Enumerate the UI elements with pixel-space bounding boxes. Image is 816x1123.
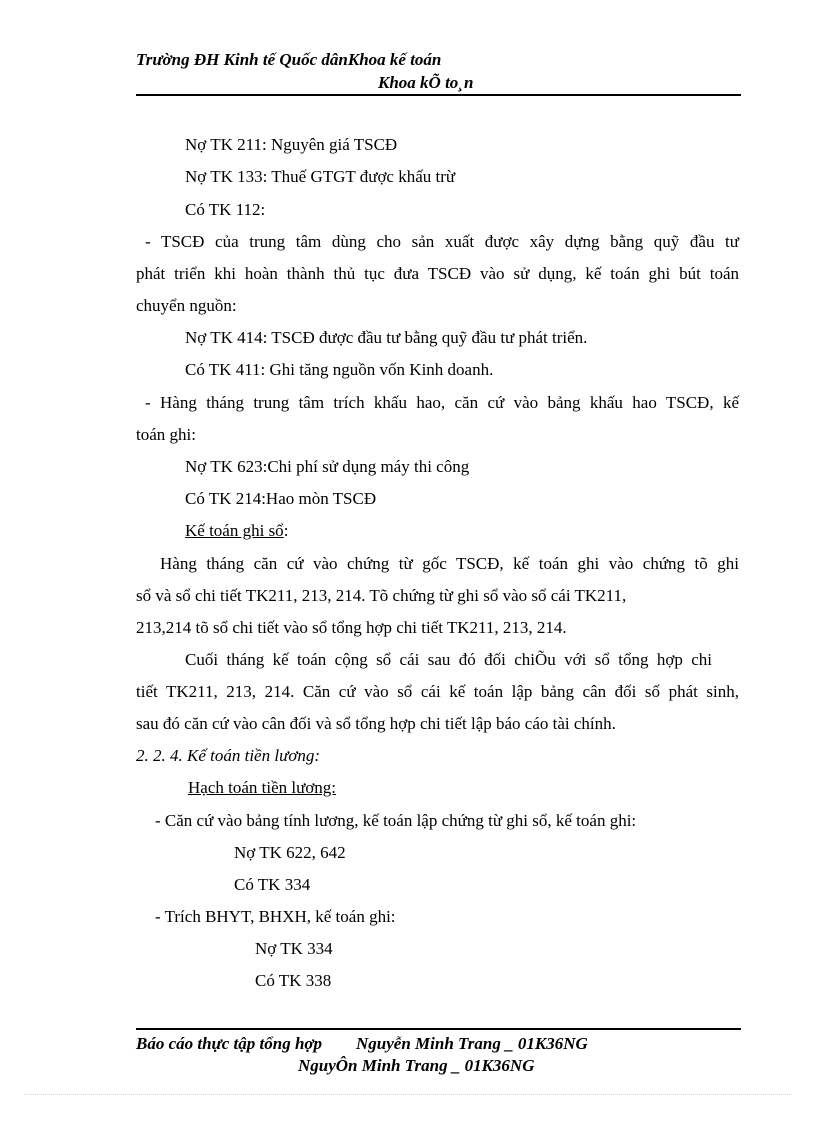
entry-line: Nợ TK 622, 642 bbox=[234, 843, 346, 862]
paragraph-line: toán ghi: bbox=[136, 425, 196, 444]
subheading-ledger bbox=[185, 521, 288, 541]
footer-report-line: Báo cáo thực tập tổng hợp Nguyễn Minh Trang _ 01K36NG bbox=[136, 1034, 588, 1053]
subheading-ledger-text: Kế toán ghi sổ bbox=[185, 521, 284, 540]
paragraph-line: tiết TK211, 213, 214. Căn cứ vào sổ cái kế toán lập bảng cân đối số phát sinh, bbox=[136, 682, 739, 701]
entry-line: Nợ TK 414: TSCĐ được đầu tư bằng quỹ đầu tư phát triển. bbox=[185, 328, 588, 347]
entry-line: Có TK 112: bbox=[185, 200, 266, 219]
footer-author-line: NguyÔn Minh Trang _ 01K36NG bbox=[298, 1056, 535, 1075]
entry-line: Có TK 411: Ghi tăng nguồn vốn Kinh doanh. bbox=[185, 360, 494, 379]
paragraph-line: - Hàng tháng trung tâm trích khấu hao, căn cứ vào bảng khấu hao TSCĐ, kế bbox=[145, 393, 739, 412]
entry-line: Có TK 338 bbox=[255, 971, 332, 990]
paragraph-line: Cuối tháng kế toán cộng sổ cái sau đó đối chiÕu với sổ tổng hợp chi bbox=[185, 650, 712, 669]
entry-line: Có TK 214:Hao mòn TSCĐ bbox=[185, 489, 377, 508]
subheading-payroll: Hạch toán tiền lương: bbox=[188, 778, 337, 797]
page-edge-divider bbox=[24, 1094, 792, 1095]
paragraph-line: - Căn cứ vào bảng tính lương, kế toán lập chứng từ ghi sổ, kế toán ghi: bbox=[155, 811, 637, 830]
entry-line: Nợ TK 334 bbox=[255, 939, 333, 958]
header-school-line: Trường ĐH Kinh tế Quốc dânKhoa kế toán bbox=[136, 50, 442, 69]
paragraph-line: sổ và sổ chi tiết TK211, 213, 214. Tõ chứng từ ghi sổ vào sổ cái TK211, bbox=[136, 586, 627, 605]
paragraph-line: sau đó căn cứ vào cân đối và sổ tổng hợp chi tiết lập báo cáo tài chính. bbox=[136, 714, 616, 733]
subheading-ledger-colon: : bbox=[283, 521, 289, 540]
paragraph-line: Hàng tháng căn cứ vào chứng từ gốc TSCĐ, kế toán ghi vào chứng tõ ghi bbox=[160, 554, 739, 573]
footer-rule bbox=[136, 1028, 741, 1030]
paragraph-line: phát triển khi hoàn thành thủ tục đưa TSCĐ vào sử dụng, kế toán ghi bút toán bbox=[136, 264, 739, 283]
paragraph-line: chuyển nguồn: bbox=[136, 296, 237, 315]
paragraph-line: - TSCĐ của trung tâm dùng cho sản xuất được xây dựng bằng quỹ đầu tư bbox=[145, 232, 739, 251]
entry-line: Nợ TK 623:Chi phí sử dụng máy thi công bbox=[185, 457, 470, 476]
entry-line: Có TK 334 bbox=[234, 875, 311, 894]
header-rule bbox=[136, 94, 741, 96]
entry-line: Nợ TK 211: Nguyên giá TSCĐ bbox=[185, 135, 398, 154]
paragraph-line: - Trích BHYT, BHXH, kế toán ghi: bbox=[155, 907, 396, 926]
paragraph-line: 213,214 tõ sổ chi tiết vào sổ tổng hợp chi tiết TK211, 213, 214. bbox=[136, 618, 567, 637]
entry-line: Nợ TK 133: Thuế GTGT được khấu trừ bbox=[185, 167, 456, 186]
header-faculty-line: Khoa kÕ to¸n bbox=[378, 73, 474, 92]
section-heading: 2. 2. 4. Kế toán tiền lương: bbox=[136, 746, 321, 765]
